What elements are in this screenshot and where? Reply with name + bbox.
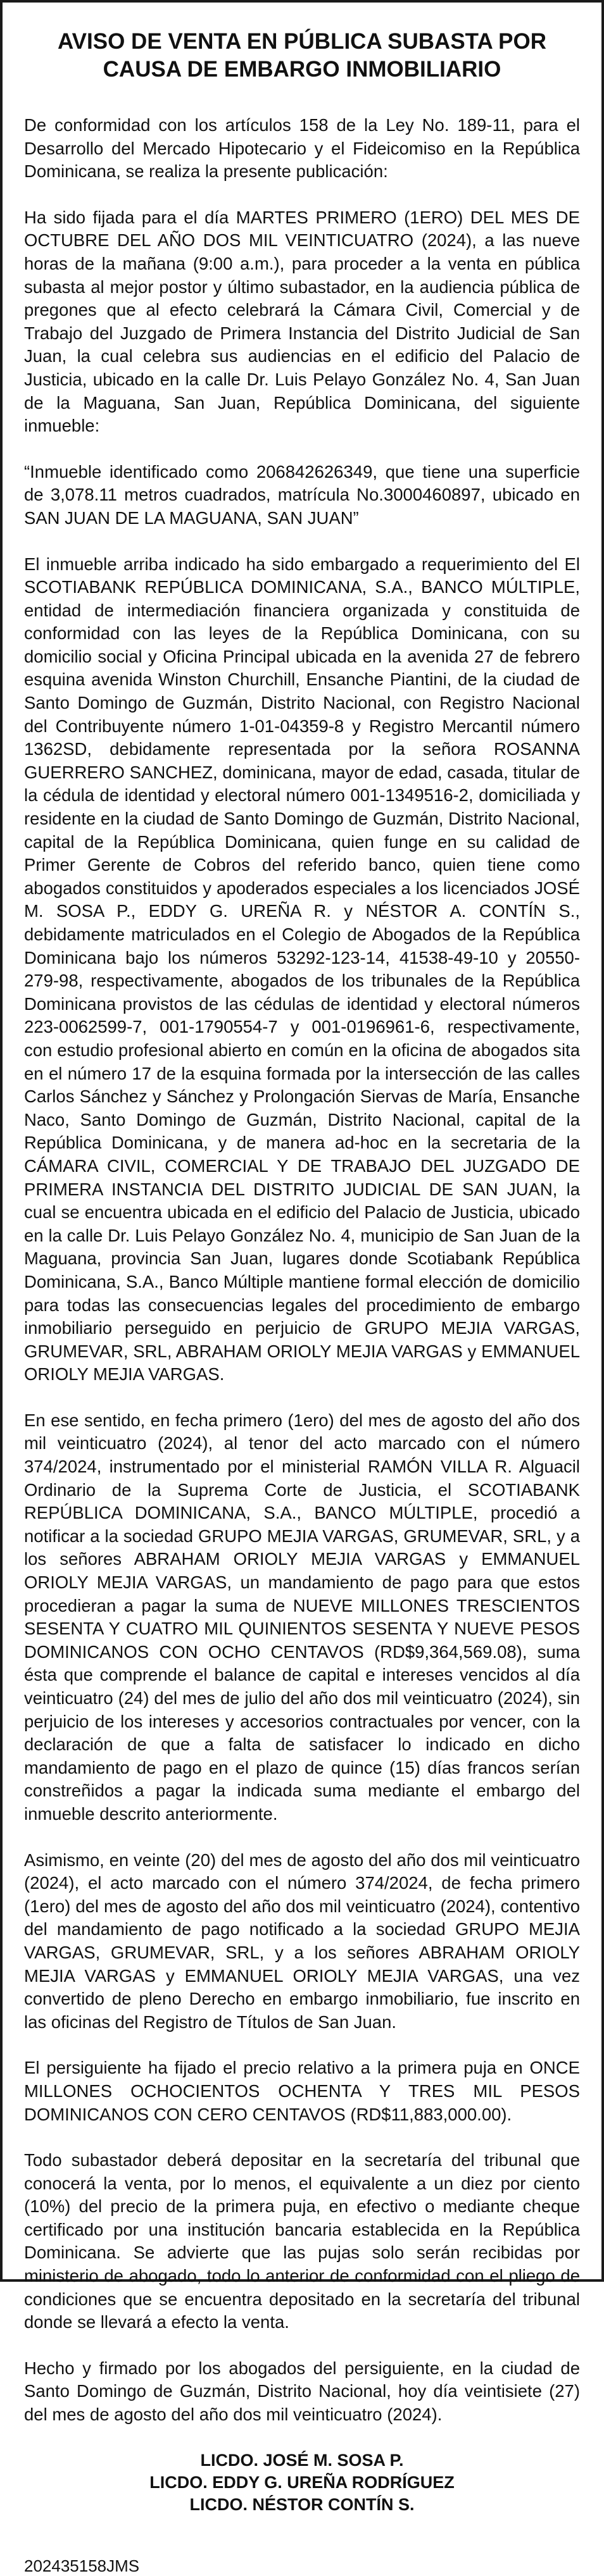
payment-demand-paragraph: En ese sentido, en fecha primero (1ero) del mes de agosto del año dos mil veinticuatro (2024), al tenor del acto marcado con el número 374/2024, instrumentado por el ministerial RAMÓN VILLA R. Alguacil Ordinario de la Suprema Corte de Justicia, el SCOTIABANK REPÚBLICA DOMINICANA, S.A., BANCO MÚLTIPLE, procedió a notificar a la sociedad GRUPO MEJIA VARGAS, GRUMEVAR, SRL, y a los señores ABRAHAM ORIOLY MEJIA VARGAS y EMMANUEL ORIOLY MEJIA VARGAS, un mandamiento de pago para que estos procedieran a pagar la suma de NUEVE MILLONES TRESCIENTOS SESENTA Y CUATRO MIL QUINIENTOS SESENTA Y NUEVE PESOS DOMINICANOS CON OCHO CENTAVOS (RD$9,364,569.08), suma ésta que comprende el balance de capital e intereses vencidos al día veinticuatro (24) del mes de julio del año dos mil veinticuatro (2024), sin perjuicio de los intereses y accesorios contractuales por vencer, con la declaración de que a falta de satisfacer lo indicado en dicho mandamiento de pago en el plazo de quince (15) días francos serían constreñidos a pagar la indicada suma mediante el embargo del inmueble descrito anteriormente. xyxy=(24,1410,580,1824)
deposit-requirements-paragraph: Todo subastador deberá depositar en la secretaría del tribunal que conocerá la venta, por lo menos, el equivalente a un diez por ciento (10%) del precio de la primera puja, en efectivo o mediante cheque certificado por una institución bancaria establecida en la República Dominicana. Se advierte que las pujas solo serán recibidas por ministerio de abogado, todo lo anterior de conformidad con el pliego de condiciones que se encuentra depositado en la secretaría del tribunal donde se llevará a efecto la venta. xyxy=(24,2150,580,2332)
signature-line: LICDO. EDDY G. UREÑA RODRÍGUEZ xyxy=(149,2472,455,2492)
registration-paragraph: Asimismo, en veinte (20) del mes de agosto del año dos mil veinticuatro (2024), el acto marcado con el número 374/2024, de fecha primero (1ero) del mes de agosto del año dos mil veinticuatro (2024), contentivo del mandamiento de pago notificado a la sociedad GRUPO MEJIA VARGAS, GRUMEVAR, SRL, y a los señores ABRAHAM ORIOLY MEJIA VARGAS y EMMANUEL ORIOLY MEJIA VARGAS, una vez convertido de pleno Derecho en embargo inmobiliario, fue inscrito en las oficinas del Registro de Títulos de San Juan. xyxy=(24,1850,580,2032)
notice-title-line-1: AVISO DE VENTA EN PÚBLICA SUBASTA POR xyxy=(58,29,546,54)
notice-title xyxy=(24,28,580,84)
auction-date-paragraph: Ha sido fijada para el día MARTES PRIMERO (1ERO) DEL MES DE OCTUBRE DEL AÑO DOS MIL VEINTICUATRO (2024), a las nueve horas de la mañana (9:00 a.m.), para proceder a la venta en pública subasta al mejor postor y último subastador, en la audiencia pública de pregones que al efecto celebrará la Cámara Civil, Comercial y de Trabajo del Juzgado de Primera Instancia del Distrito Judicial de San Juan, la cual celebra sus audiencias en el edificio del Palacio de Justicia, ubicado en la calle Dr. Luis Pelayo González No. 4, San Juan de la Maguana, San Juan, República Dominicana, del siguiente inmueble: xyxy=(24,207,580,436)
seizing-party-paragraph: El inmueble arriba indicado ha sido embargado a requerimiento del El SCOTIABANK REPÚBLICA DOMINICANA, S.A., BANCO MÚLTIPLE, entidad de intermediación financiera organizada y constituida de conformidad con las leyes de la República Dominicana, con su domicilio social y Oficina Principal ubicada en la avenida 27 de febrero esquina avenida Winston Churchill, Ensanche Piantini, de la ciudad de Santo Domingo de Guzmán, Distrito Nacional, con Registro Nacional del Contribuyente número 1-01-04359-8 y Registro Mercantil número 1362SD, debidamente representada por la señora ROSANNA GUERRERO SANCHEZ, dominicana, mayor de edad, casada, titular de la cédula de identidad y electoral número 001-1349516-2, domiciliada y residente en la ciudad de Santo Domingo de Guzmán, Distrito Nacional, capital de la República Dominicana, quien funge en su calidad de Primer Gerente de Cobros del referido banco, quien tiene como abogados constituidos y apoderados especiales a los licenciados JOSÉ M. SOSA P., EDDY G. UREÑA R. y NÉSTOR A. CONTÍN S., debidamente matriculados en el Colegio de Abogados de la República Dominicana bajo los números 53292-123-14, 41538-49-10 y 20550-279-98, respectivamente, abogados de los tribunales de la República Dominicana provistos de las cédulas de identidad y electoral números 223-0062599-7, 001-1790554-7 y 001-0196961-6, respectivamente, con estudio profesional abierto en común en la oficina de abogados sita en el número 17 de la esquina formada por la intersección de las calles Carlos Sánchez y Sánchez y Prolongación Siervas de María, Ensanche Naco, Santo Domingo de Guzmán, Distrito Nacional, capital de la República Dominicana, y de manera ad-hoc en la secretaria de la CÁMARA CIVIL, COMERCIAL Y DE TRABAJO DEL JUZGADO DE PRIMERA INSTANCIA DEL DISTRITO JUDICIAL DE SAN JUAN, la cual se encuentra ubicada en el edificio del Palacio de Justicia, ubicado en la calle Dr. Luis Pelayo González No. 4, municipio de San Juan de la Maguana, provincia San Juan, lugares donde Scotiabank República Dominicana, S.A., Banco Múltiple mantiene formal elección de domicilio para todas las consecuencias legales del procedimiento de embargo inmobiliario perseguido en perjuicio de GRUPO MEJIA VARGAS, GRUMEVAR, SRL, ABRAHAM ORIOLY MEJIA VARGAS y EMMANUEL ORIOLY MEJIA VARGAS. xyxy=(24,554,580,1384)
signature-line: LICDO. NÉSTOR CONTÍN S. xyxy=(189,2494,415,2514)
reference-code: 202435158JMS xyxy=(24,2556,140,2575)
notice-title-line-2: CAUSA DE EMBARGO INMOBILIARIO xyxy=(103,57,501,82)
intro-paragraph: De conformidad con los artículos 158 de la Ley No. 189-11, para el Desarrollo del Mercado Hipotecario y el Fideicomiso en la República Dominicana, se realiza la presente publicación: xyxy=(24,115,580,182)
signing-statement-paragraph: Hecho y firmado por los abogados del persiguiente, en la ciudad de Santo Domingo de Guzmán, Distrito Nacional, hoy día veintisiete (27) del mes de agosto del año dos mil veinticuatro (2024). xyxy=(24,2358,580,2425)
property-description-paragraph: “Inmueble identificado como 206842626349, que tiene una superficie de 3,078.11 metros cuadrados, matrícula No.3000460897, ubicado en SAN JUAN DE LA MAGUANA, SAN JUAN” xyxy=(24,461,580,528)
starting-bid-paragraph: El persiguiente ha fijado el precio relativo a la primera puja en ONCE MILLONES OCHOCIENTOS OCHENTA Y TRES MIL PESOS DOMINICANOS CON CERO CENTAVOS (RD$11,883,000.00). xyxy=(24,2058,580,2124)
signature-block xyxy=(24,2449,580,2516)
signature-line: LICDO. JOSÉ M. SOSA P. xyxy=(200,2450,404,2470)
